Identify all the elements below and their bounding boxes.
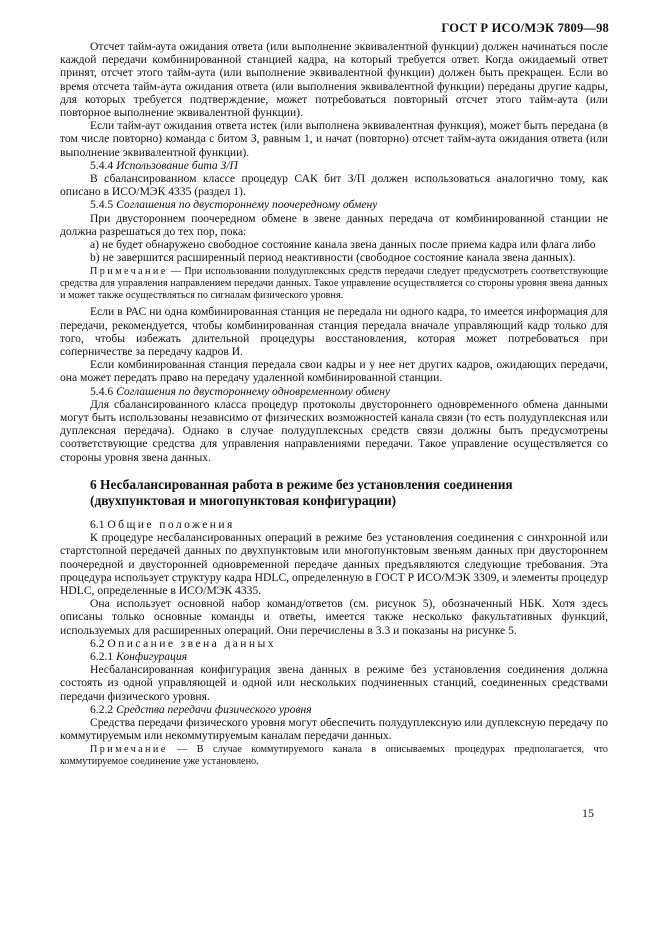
paragraph: Средства передачи физического уровня могут обеспечить полудуплексную или дуплексную передачу по коммутируемым или некоммутируемым каналам передачи данных. xyxy=(60,715,608,743)
paragraph: Если в РАС ни одна комбинированная станция не передала ни одного кадра, то имеется информация для передачи, рекомендуется, чтобы комбинированная станция передала вначале управляющий кадр только для того, чтобы избежать длительной процедуры восстановления, которая может потребоваться при соперничестве за передачу кадров И. xyxy=(60,305,608,359)
subsection-number: 5.4.4 xyxy=(90,158,114,172)
section-heading-line: 6 Несбалансированная работа в режиме без установления соединения xyxy=(90,476,513,492)
subsection-6-1 xyxy=(90,518,608,531)
paragraph: К процедуре несбалансированных операций в режиме без установления соединения с синхронной или стартстопной передачей данных по двухпунктовым или многопунктовым звеньям данных при двустороннем поочередной и двусторонней одновременной передаче данных предъявляются следующие требования. Эта процедура использует структуру кадра HDLC, определенную в ГОСТ Р ИСО/МЭК 3309, и элементы процедур HDLC, определенные в ИСО/МЭК 4335. xyxy=(60,531,608,597)
subsection-title: Соглашения по двустороннему поочередному обмену xyxy=(116,198,378,212)
subsection-5-4-6 xyxy=(90,385,608,398)
note-text: — В случае коммутируемого канала в описываемых процедурах предполагается, что коммутируемое соединение уже установлено. xyxy=(60,744,608,768)
subsection-title: Соглашения по двустороннему одновременному обмену xyxy=(116,384,391,398)
paragraph: При двустороннем поочередном обмене в звене данных передача от комбинированной станции не должна разрешаться до тех пор, пока: xyxy=(60,211,608,238)
subsection-title: Описание звена данных xyxy=(107,636,276,650)
subsection-5-4-4 xyxy=(90,159,608,172)
paragraph: Если комбинированная станция передала свои кадры и у нее нет других кадров, ожидающих передачи, она может передать право на передачу удаленной комбинированной станции. xyxy=(60,358,608,385)
note-label: Примечание xyxy=(90,266,168,278)
paragraph: Она использует основной набор команд/ответов (см. рисунок 5), обозначенный НБК. Хотя здесь описаны только основные команды и ответы, имеется также несколько факультативных функций, используемых для расширенных операций. Они перечислены в 3.3 и показаны на рисунке 5. xyxy=(60,597,608,637)
subsection-number: 5.4.6 xyxy=(90,384,114,398)
subsection-6-2-2 xyxy=(90,703,608,716)
paragraph: Несбалансированная конфигурация звена данных в режиме без установления соединения должна состоять из одной управляющей и одной или нескольких подчиненных станций, соединенных средствами передачи физического уровня. xyxy=(60,663,608,703)
paragraph: Для сбалансированного класса процедур протоколы двустороннего одновременного обмена данными могут быть использованы независимо от физических возможностей канала связи (то есть полудуплексная или дуплексная передача). Однако в случае полудуплексных средств связи должны быть предусмотрены соответствующие средства для управления направлениями передачи. Такое управление осуществляется со стороны уровня звена данных. xyxy=(60,397,608,464)
list-item: b) не завершится расширенный период неактивности (свободное состояние канала звена данных). xyxy=(90,251,576,265)
subsection-6-2-1 xyxy=(90,650,608,663)
note-text: — При использовании полудуплексных средств передачи следует предусмотреть соответствующие средства для управления направлением передачи данных. Такое управление осуществляется со стороны уровня звена данных и может также осуществляться по сигналам физического уровня. xyxy=(60,266,609,302)
subsection-title: Общие положения xyxy=(107,517,235,531)
document-header: ГОСТ Р ИСО/МЭК 7809—98 xyxy=(441,21,609,35)
paragraph: Если тайм-аут ожидания ответа истек (или выполнена эквивалентная функция), может быть передана (в том числе повторно) команда с битом З, равным 1, и начат (повторно) отсчет тайм-аута ожидания ответа (или выполнение эквивалентной функции). xyxy=(60,119,608,159)
note-label: Примечание xyxy=(90,744,168,756)
section-heading-line: (двухпунктовая и многопунктовая конфигурации) xyxy=(90,492,397,508)
subsection-number: 6.1 xyxy=(90,517,105,531)
subsection-number: 6.2.1 xyxy=(90,649,114,663)
subsection-6-2 xyxy=(90,637,608,650)
paragraph: В сбалансированном классе процедур САК бит З/П должен использоваться аналогично тому, как описано в ИСО/МЭК 4335 (раздел 1). xyxy=(60,172,608,199)
subsection-number: 6.2.2 xyxy=(90,702,114,716)
note xyxy=(60,744,608,768)
page-number: 15 xyxy=(582,806,594,820)
subsection-5-4-5 xyxy=(90,198,608,211)
page-content xyxy=(60,40,608,771)
subsection-number: 5.4.5 xyxy=(90,198,114,212)
subsection-title: Средства передачи физического уровня xyxy=(116,702,312,716)
list-item: а) не будет обнаружено свободное состояние канала звена данных после приема кадра или флага либо xyxy=(90,238,596,252)
section-6-heading xyxy=(90,477,608,509)
paragraph: Отсчет тайм-аута ожидания ответа (или выполнение эквивалентной функции) должен начинаться после каждой передачи комбинированной станцией кадра, на который требуется ответ. Когда ожидаемый ответ принят, отсчет этого тайм-аута (или выполнение эквивалентной функции) должен быть прекращен. Если во время отсчета тайм-аута ожидания ответа (или выполнения эквивалентной функции) переданы другие кадры, для которых требуется подтверждение, может потребоваться повторный отсчет этого тайм-аута (или повторное выполнение эквивалентной функции). xyxy=(60,40,608,120)
subsection-title: Использование бита З/П xyxy=(116,158,238,172)
subsection-title: Конфигурация xyxy=(116,649,188,663)
note xyxy=(60,266,608,302)
subsection-number: 6.2 xyxy=(90,636,105,650)
